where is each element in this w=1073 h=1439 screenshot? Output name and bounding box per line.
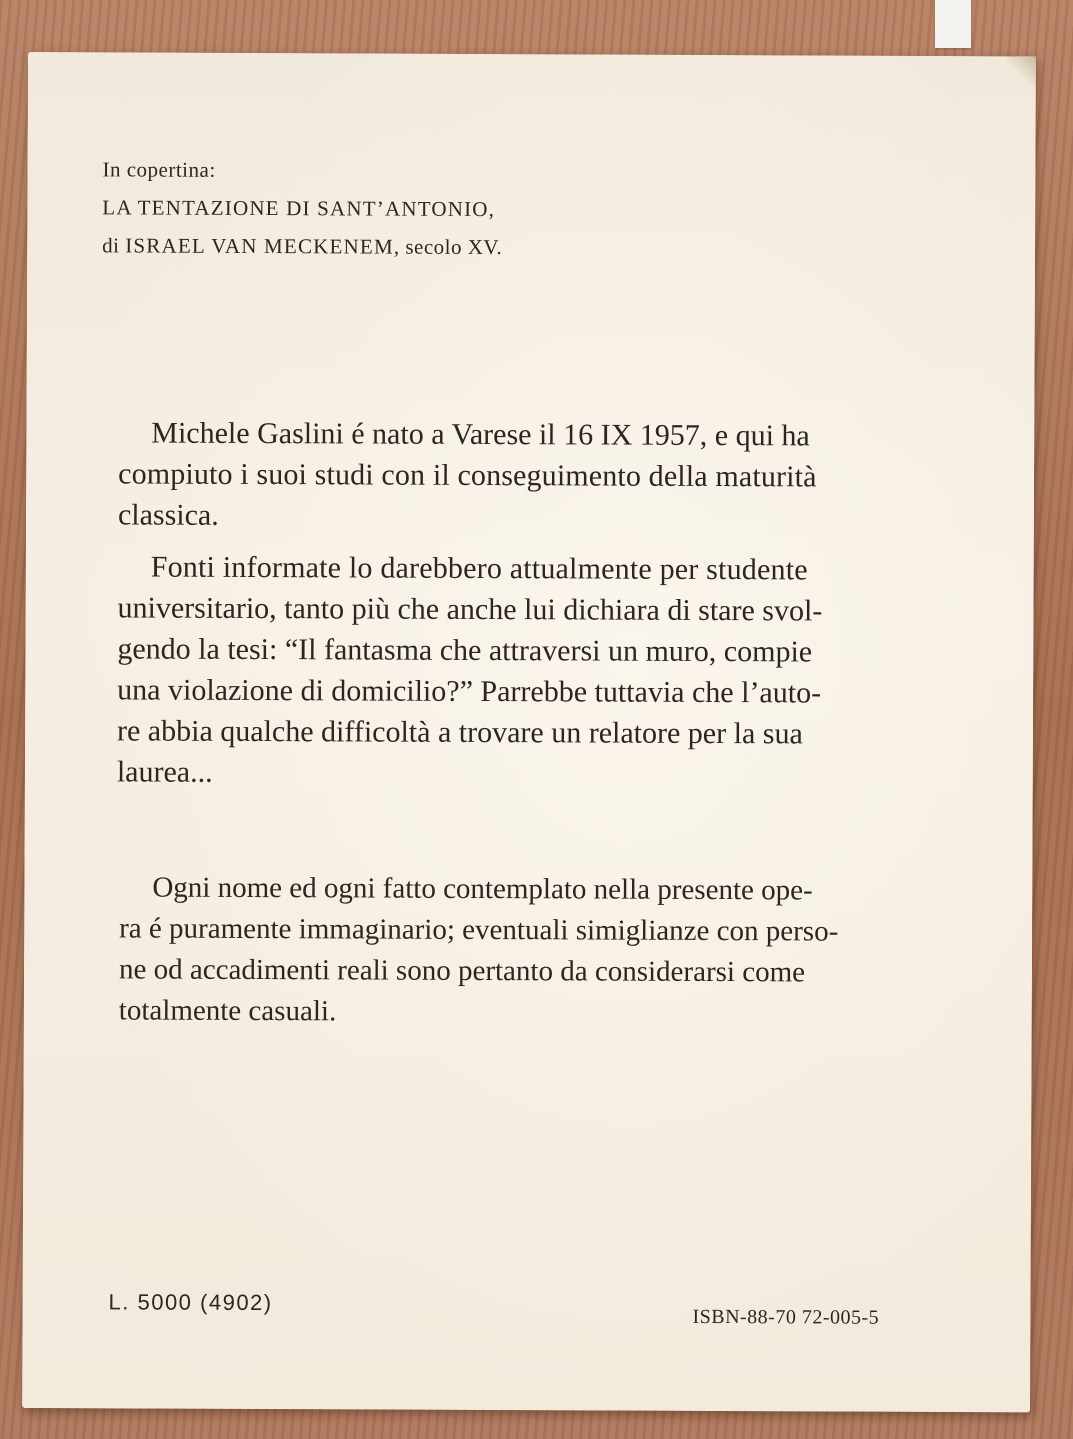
isbn-label: ISBN-88-70 72-005-5 xyxy=(692,1305,880,1329)
disclaimer-line: ra é puramente immaginario; eventuali simiglianze con perso- xyxy=(119,912,839,948)
bio-line: laurea... xyxy=(116,755,213,789)
corner-wear xyxy=(1006,56,1036,86)
book-back-cover xyxy=(22,52,1036,1412)
bio-line: re abbia qualche difficoltà a trovare un relatore per la sua xyxy=(116,714,803,751)
author-bio-paragraph-2 xyxy=(116,547,823,796)
bio-line: Michele Gaslini é nato a Varese il 16 IX 1957, e qui ha xyxy=(151,416,810,453)
cover-credit-artist: di ISRAEL VAN MECKENEM, secolo XV. xyxy=(102,233,503,260)
bio-line: compiuto i suoi studi con il conseguimento della maturità xyxy=(118,457,817,494)
author-bio-paragraph-1 xyxy=(117,413,817,539)
bio-line: una violazione di domicilio?” Parrebbe tuttavia che l’auto- xyxy=(117,673,822,710)
cover-credit-heading: In copertina: xyxy=(102,157,216,182)
price-label: L. 5000 (4902) xyxy=(108,1289,273,1316)
bio-line: universitario, tanto più che anche lui dichiara di stare svol- xyxy=(117,591,823,628)
bio-line: classica. xyxy=(117,498,219,532)
disclaimer-line: totalmente casuali. xyxy=(118,994,337,1028)
cover-credit xyxy=(102,150,502,266)
cover-credit-title: LA TENTAZIONE DI SANT’ANTONIO, xyxy=(102,195,496,222)
disclaimer-line: ne od accadimenti reali sono pertanto da considerarsi come xyxy=(118,953,806,989)
bio-line: Fonti informate lo darebbero attualmente per studente xyxy=(150,550,808,587)
disclaimer-paragraph xyxy=(118,868,839,1035)
disclaimer-line: Ogni nome ed ogni fatto contemplato nella presente ope- xyxy=(152,871,813,907)
paper-slip xyxy=(935,0,971,48)
bio-line: gendo la tesi: “Il fantasma che attraversi un muro, compie xyxy=(117,632,813,669)
